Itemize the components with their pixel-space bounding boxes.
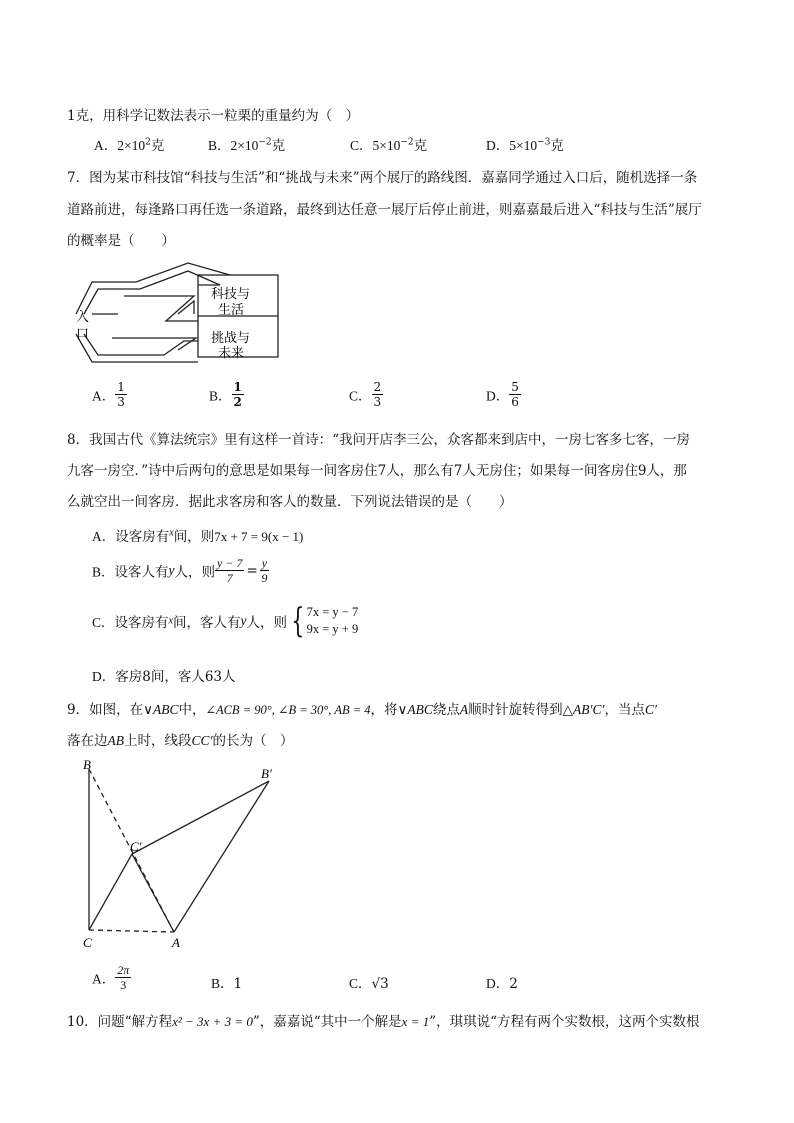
q9-option-a: A． $\frac{2\pi}{3}$: [92, 963, 130, 992]
q6-option-c: C．$5\times 10^{-2}$克: [350, 137, 428, 154]
q9-options: [92, 964, 552, 998]
q8-line-1: 8．我国古代《算法统宗》里有这样一首诗：“我问开店李三公，众客都来到店中，一房七客多七客，一房: [67, 432, 690, 448]
q9-figure: [76, 756, 286, 951]
q7-line-1: 7．图为某市科技馆“科技与生活”和“挑战与未来”两个展厅的路线图．嘉嘉同学通过入口后，随机选择一条: [67, 170, 698, 186]
label-b: B: [83, 757, 91, 772]
q7-line-3: 的概率是（ ）: [67, 233, 175, 249]
q6-options: [94, 134, 714, 154]
q9-option-c: C．√3: [349, 976, 389, 992]
path-lower-inner: [84, 334, 198, 355]
q7-option-c: C． $\frac{2}{3}$: [349, 380, 382, 409]
q8-line-2: 九客一房空．”诗中后两句的意思是如果每一间客房住7人，那么有7人无房住；如果每一间客房住9人，那: [67, 463, 687, 479]
entrance-label-top: 入: [76, 309, 90, 324]
q9-option-d: D．2: [486, 976, 518, 992]
segment-c-prime-b-prime: [132, 781, 269, 854]
q7-line-2: 道路前进，每逢路口再任选一条道路，最终到达任意一展厅后停止前进，则嘉嘉最后进入“科技与生活”展厅: [67, 202, 702, 218]
segment-c-prime-a: [132, 854, 174, 932]
path-lower-mid: [112, 338, 196, 350]
q7-route-diagram: [70, 258, 290, 376]
q9-line-1: 9．如图，在∨ABC中，∠ACB = 90°, ∠B = 30°, AB = 4，将∨ABC绕点A顺时针旋转得到△AB′C′，当点C′: [67, 702, 657, 718]
label-c: C: [83, 935, 92, 950]
q6-option-b: B．$2\times 10^{-2}$克: [208, 137, 286, 154]
segment-cc-prime: [89, 854, 132, 930]
q6-stem: 1克，用科学记数法表示一粒栗的重量约为（ ）: [67, 108, 360, 124]
path-upper-inner: [84, 271, 220, 314]
q7-options: [92, 381, 552, 415]
q6-option-d: D．$5\times 10^{-3}$克: [486, 137, 564, 154]
label-b-prime: B′: [261, 766, 272, 781]
q8-option-d: D．客房8间，客人63人: [92, 669, 236, 685]
path-mid-upper: [124, 296, 198, 321]
q7-option-d: D． $\frac{5}{6}$: [486, 380, 519, 409]
segment-b-prime-a: [174, 781, 269, 932]
q10-line-1: 10．问题“解方程x² − 3x + 3 = 0”，嘉嘉说“其中一个解是x = 1”，琪琪说“方程有两个实数根，这两个实数根: [67, 1014, 700, 1030]
label-c-prime: C′: [130, 839, 142, 854]
hall1-label-2: 生活: [218, 302, 245, 317]
q8-option-c: C．设客房有x间，客人有y人，则 { 7x = y − 7 9x = y + 9: [92, 601, 359, 641]
segment-ca-dashed: [89, 930, 174, 932]
q6-option-a: A．$2\times 10^2$克: [94, 137, 165, 154]
q8-option-a: A．设客房有$^x$间，则7x + 7 = 9(x − 1): [92, 527, 304, 545]
entrance-label-bottom: 口: [76, 326, 90, 341]
q9-line-2: 落在边AB上时，线段CC′的长为（ ）: [67, 733, 294, 749]
label-a: A: [172, 935, 180, 950]
hall1-label-1: 科技与: [211, 286, 251, 301]
hall2-label-1: 挑战与: [211, 330, 251, 345]
q9-option-b: B．1: [211, 976, 243, 992]
q7-option-b: B． $\frac{1}{2}$: [209, 380, 242, 409]
q8-line-3: 么就空出一间客房．据此求客房和客人的数量．下列说法错误的是（ ）: [67, 494, 513, 510]
q7-option-a: A． $\frac{1}{3}$: [92, 380, 125, 409]
q8-option-b: B．设客人有y人，则 $\frac{y - 7}{7}$ = $\frac{y}{9}$: [92, 556, 268, 585]
hall2-label-2: 未来: [218, 345, 245, 360]
